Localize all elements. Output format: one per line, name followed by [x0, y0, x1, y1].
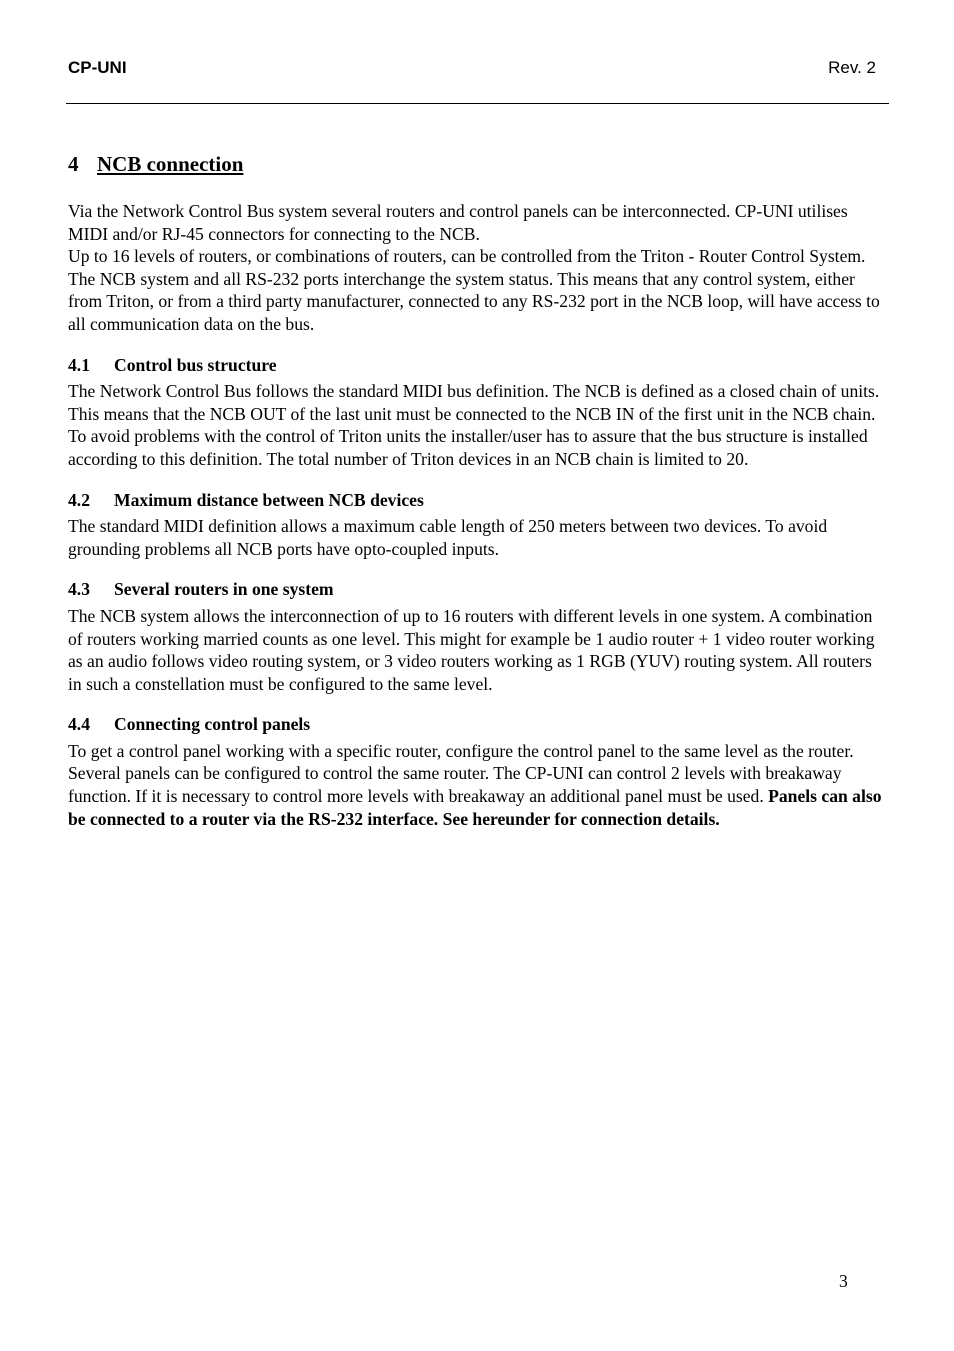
section-heading — [68, 150, 888, 178]
page-number: 3 — [839, 1271, 848, 1291]
subsection-4-1 — [68, 354, 888, 471]
page-content — [68, 150, 888, 848]
subsection-number: 4.4 — [68, 714, 90, 735]
intro-paragraph: Up to 16 levels of routers, or combinations of routers, can be controlled from the Triton - Router Control System. The NCB system and all RS-232 ports interchange the system status. This means that any control system, either from Triton, or from a third party manufacturer, connected to any RS-232 port in the NCB loop, will have access to all communication data on the bus. — [68, 246, 880, 334]
subsection-heading — [68, 578, 888, 601]
subsection-title: Control bus structure — [114, 354, 277, 375]
subsection-title: Several routers in one system — [114, 579, 334, 600]
subsection-4-4 — [68, 713, 888, 830]
subsection-title: Maximum distance between NCB devices — [114, 489, 424, 510]
subsection-number: 4.2 — [68, 489, 90, 510]
subsection-number: 4.3 — [68, 579, 90, 600]
intro-paragraph: Via the Network Control Bus system several routers and control panels can be interconnected. CP-UNI utilises MIDI and/or RJ-45 connectors for connecting to the NCB. — [68, 201, 848, 244]
subsection-body — [68, 740, 888, 830]
subsection-heading — [68, 489, 888, 512]
subsection-body: The NCB system allows the interconnection of up to 16 routers with different levels in one system. A combination of routers working married counts as one level. This might for example be 1 audio router + 1 video router working as an audio follows video routing system, or 3 video routers working as 1 RGB (YUV) routing system. All routers in such a constellation must be configured to the same level. — [68, 605, 875, 694]
subsection-body-emphasis: Panels can also be connected to a router via the RS-232 interface. See hereunder for connection details. — [68, 786, 882, 829]
subsection-number: 4.1 — [68, 354, 90, 375]
header-divider — [66, 103, 889, 104]
subsection-body-text: To get a control panel working with a specific router, configure the control panel to the same level as the router. Several panels can be configured to control the same router. The CP-UNI can control 2 levels with breakaway function. If it is necessary to control more levels with breakaway an additional panel must be used. — [68, 740, 854, 807]
section-title: NCB connection — [97, 152, 244, 176]
page-header — [68, 58, 876, 82]
subsection-heading — [68, 354, 888, 377]
document-id: CP-UNI — [68, 58, 127, 77]
section-number: 4 — [68, 152, 79, 176]
subsection-4-3 — [68, 578, 888, 695]
subsection-body: The standard MIDI definition allows a maximum cable length of 250 meters between two devices. To avoid grounding problems all NCB ports have opto-coupled inputs. — [68, 516, 828, 559]
revision-label: Rev. 2 — [828, 58, 876, 77]
subsection-body: The Network Control Bus follows the standard MIDI bus definition. The NCB is defined as a closed chain of units. This means that the NCB OUT of the last unit must be connected to the NCB IN of the first unit in the NCB chain. To avoid problems with the control of Triton units the installer/user has to assure that the bus structure is installed according to this definition. The total number of Triton devices in an NCB chain is limited to 20. — [68, 381, 880, 469]
subsection-title: Connecting control panels — [114, 714, 311, 735]
subsection-heading — [68, 713, 888, 736]
section-intro — [68, 200, 888, 336]
subsection-4-2 — [68, 489, 888, 561]
